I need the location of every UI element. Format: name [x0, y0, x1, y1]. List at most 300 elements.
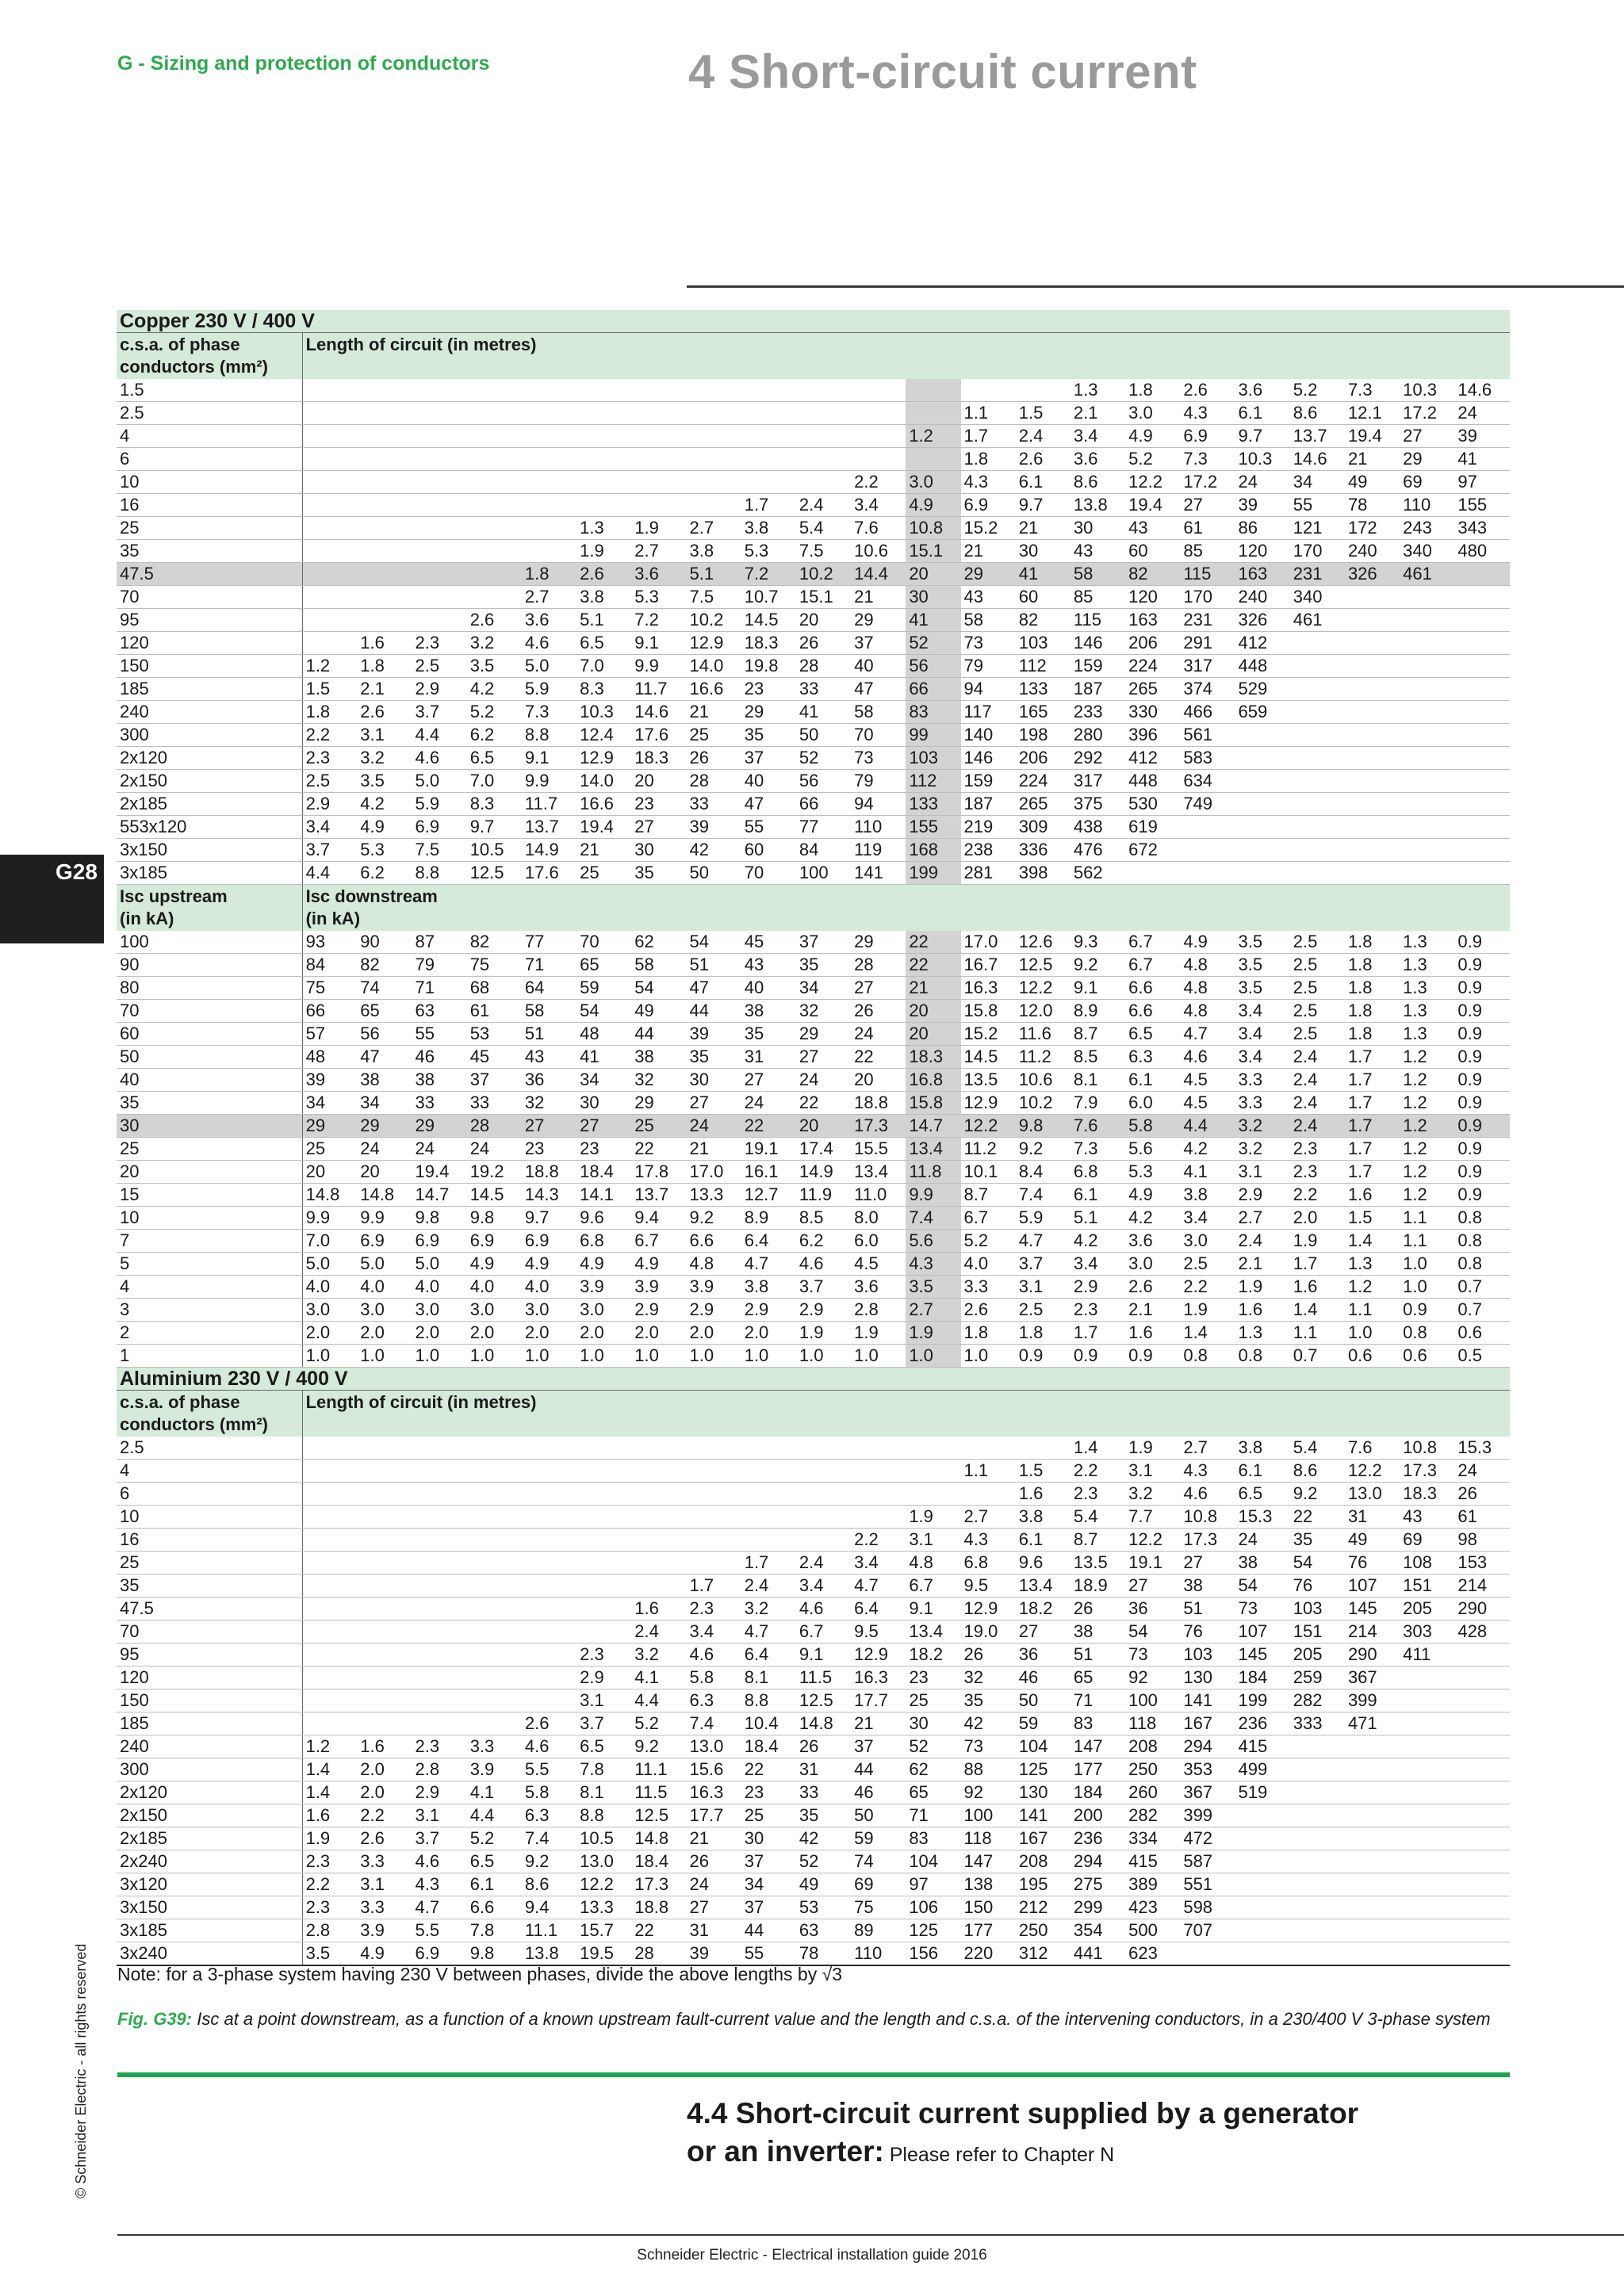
table-cell: 334	[1125, 1827, 1180, 1850]
row-label-cell: 2x150	[117, 770, 302, 793]
table-cell: 20	[906, 563, 960, 586]
column-header-label	[302, 333, 1510, 380]
table-cell: 38	[1235, 1552, 1290, 1575]
table-cell: 7.6	[851, 517, 906, 540]
table-cell: 51	[1071, 1644, 1125, 1667]
table-cell: 412	[1125, 747, 1180, 770]
table-cell	[357, 1437, 412, 1460]
table-cell: 14.4	[851, 563, 906, 586]
table-cell: 12.2	[1125, 1529, 1180, 1552]
table-cell: 2.4	[1290, 1046, 1345, 1069]
table-cell: 10.6	[1016, 1069, 1071, 1092]
table-cell: 10.7	[741, 586, 796, 609]
table-cell: 35	[961, 1689, 1016, 1712]
table-cell: 48	[302, 1046, 357, 1069]
table-cell: 1.3	[1071, 379, 1125, 402]
table-cell: 48	[576, 1023, 631, 1046]
table-cell: 2.0	[522, 1322, 576, 1345]
table-cell: 55	[1290, 494, 1345, 517]
table-cell: 14.9	[522, 839, 576, 862]
table-cell: 24	[1454, 402, 1510, 425]
table-cell: 68	[467, 977, 522, 1000]
table-cell: 3.3	[467, 1735, 522, 1758]
table-cell	[1454, 1644, 1510, 1667]
table-cell: 10.3	[1235, 448, 1290, 471]
table-cell: 198	[1016, 724, 1071, 747]
table-cell: 6.9	[522, 1230, 576, 1253]
table-cell: 2.9	[302, 793, 357, 816]
table-cell	[412, 379, 466, 402]
table-cell: 59	[576, 977, 631, 1000]
table-cell: 466	[1180, 701, 1235, 724]
table-cell: 2.5	[1180, 1253, 1235, 1276]
table-cell: 14.7	[412, 1184, 466, 1207]
table-cell: 4.1	[467, 1781, 522, 1804]
table-cell: 13.3	[687, 1184, 741, 1207]
table-cell: 3.0	[1180, 1230, 1235, 1253]
table-cell: 10.2	[687, 609, 741, 632]
table-cell: 3.6	[851, 1276, 906, 1299]
table-cell: 1.7	[1071, 1322, 1125, 1345]
row-label-cell: 4	[117, 425, 302, 448]
table-cell: 480	[1454, 540, 1510, 563]
table-cell: 34	[741, 1873, 796, 1896]
table-cell: 21	[906, 977, 960, 1000]
table-cell: 61	[467, 1000, 522, 1023]
table-cell: 82	[1016, 609, 1071, 632]
table-cell: 6.8	[961, 1552, 1016, 1575]
table-cell: 30	[576, 1092, 631, 1115]
table-cell	[467, 540, 522, 563]
table-cell	[1290, 793, 1345, 816]
table-cell: 7.4	[1016, 1184, 1071, 1207]
table-cell	[1235, 747, 1290, 770]
table-cell: 35	[741, 724, 796, 747]
table-cell: 12.1	[1345, 402, 1400, 425]
table-cell: 6.3	[522, 1804, 576, 1827]
table-cell: 1.8	[1345, 1023, 1400, 1046]
table-cell: 282	[1125, 1804, 1180, 1827]
table-cell	[1290, 1735, 1345, 1758]
table-row	[117, 1184, 1510, 1207]
table-cell	[1454, 1873, 1510, 1896]
table-cell: 38	[631, 1046, 686, 1069]
table-cell: 8.6	[522, 1873, 576, 1896]
table-cell: 2.4	[1235, 1230, 1290, 1253]
table-cell: 0.9	[1125, 1345, 1180, 1368]
table-cell: 634	[1180, 770, 1235, 793]
row-label-cell: 2x185	[117, 1827, 302, 1850]
table-cell: 2.0	[302, 1322, 357, 1345]
table-cell: 12.2	[576, 1873, 631, 1896]
table-cell: 103	[1180, 1644, 1235, 1667]
table-cell: 12.7	[741, 1184, 796, 1207]
table-cell: 24	[1235, 1529, 1290, 1552]
table-cell	[796, 1437, 851, 1460]
table-cell: 103	[906, 747, 960, 770]
table-cell: 4.6	[1180, 1046, 1235, 1069]
table-cell: 3.1	[357, 1873, 412, 1896]
table-cell: 7.7	[1125, 1506, 1180, 1529]
table-row	[117, 1115, 1510, 1138]
table-cell: 47	[741, 793, 796, 816]
table-cell: 2.3	[1071, 1483, 1125, 1506]
table-cell: 5.3	[631, 586, 686, 609]
row-label-cell: 150	[117, 655, 302, 678]
table-cell: 3.4	[1071, 425, 1125, 448]
table-cell	[631, 1483, 686, 1506]
table-cell: 1.8	[1016, 1322, 1071, 1345]
row-label-cell: 16	[117, 494, 302, 517]
row-label-cell: 10	[117, 1207, 302, 1230]
table-cell: 529	[1235, 678, 1290, 701]
table-cell: 86	[1235, 517, 1290, 540]
table-cell: 1.3	[1400, 954, 1454, 977]
table-cell: 22	[741, 1115, 796, 1138]
table-cell: 75	[302, 977, 357, 1000]
table-cell: 9.6	[1016, 1552, 1071, 1575]
table-cell: 1.7	[1345, 1046, 1400, 1069]
table-cell	[1345, 839, 1400, 862]
table-cell	[357, 1460, 412, 1483]
table-cell: 6.9	[1180, 425, 1235, 448]
table-cell: 6.8	[576, 1230, 631, 1253]
table-cell: 208	[1125, 1735, 1180, 1758]
table-cell: 4.6	[796, 1598, 851, 1621]
table-cell: 11.2	[961, 1138, 1016, 1161]
table-cell	[302, 379, 357, 402]
table-cell: 20	[906, 1023, 960, 1046]
table-cell: 1.7	[741, 1552, 796, 1575]
table-cell: 3.0	[906, 471, 960, 494]
table-cell: 94	[851, 793, 906, 816]
table-cell: 84	[302, 954, 357, 977]
row-label-cell: 50	[117, 1046, 302, 1069]
table-cell: 6.5	[576, 632, 631, 655]
row-label-cell: 553x120	[117, 816, 302, 839]
table-cell	[412, 1552, 466, 1575]
table-cell	[741, 1437, 796, 1460]
table-cell: 8.1	[741, 1667, 796, 1689]
table-cell: 4.5	[1180, 1069, 1235, 1092]
table-cell	[631, 1552, 686, 1575]
table-cell: 9.9	[906, 1184, 960, 1207]
table-cell: 500	[1125, 1919, 1180, 1942]
table-cell: 50	[796, 724, 851, 747]
table-cell	[1016, 379, 1071, 402]
table-cell: 39	[687, 816, 741, 839]
table-cell: 10.3	[576, 701, 631, 724]
table-cell: 333	[1290, 1712, 1345, 1735]
table-cell: 199	[1235, 1689, 1290, 1712]
table-cell: 3.0	[302, 1299, 357, 1322]
figure-caption	[117, 2007, 1513, 2031]
table-cell	[1290, 701, 1345, 724]
table-cell: 707	[1180, 1919, 1235, 1942]
table-cell: 2.2	[1290, 1184, 1345, 1207]
table-cell: 38	[412, 1069, 466, 1092]
table-cell: 17.3	[851, 1115, 906, 1138]
table-cell: 4.6	[412, 747, 466, 770]
table-cell: 396	[1125, 724, 1180, 747]
table-cell: 19.4	[412, 1161, 466, 1184]
table-cell: 326	[1235, 609, 1290, 632]
table-cell	[1454, 632, 1510, 655]
table-cell: 163	[1125, 609, 1180, 632]
table-cell: 30	[906, 586, 960, 609]
table-cell	[412, 517, 466, 540]
table-cell	[906, 402, 960, 425]
table-cell	[1290, 1850, 1345, 1873]
table-cell: 220	[961, 1942, 1016, 1966]
table-cell: 0.9	[1454, 1046, 1510, 1069]
table-cell	[687, 425, 741, 448]
table-cell: 1.7	[1345, 1138, 1400, 1161]
table-cell: 2.0	[1290, 1207, 1345, 1230]
table-cell: 112	[1016, 655, 1071, 678]
section-4-4-heading	[687, 2095, 1358, 2174]
table-cell	[467, 1552, 522, 1575]
table-cell: 104	[1016, 1735, 1071, 1758]
table-cell: 3.8	[741, 1276, 796, 1299]
table-cell: 4.6	[1180, 1483, 1235, 1506]
table-cell: 2.7	[906, 1299, 960, 1322]
table-cell: 280	[1071, 724, 1125, 747]
table-cell: 9.7	[467, 816, 522, 839]
table-cell: 1.0	[796, 1345, 851, 1368]
table-cell	[631, 379, 686, 402]
table-cell: 1.0	[357, 1345, 412, 1368]
table-cell: 18.3	[906, 1046, 960, 1069]
table-cell: 29	[1400, 448, 1454, 471]
table-cell	[1400, 609, 1454, 632]
table-cell: 44	[741, 1919, 796, 1942]
table-cell	[412, 1644, 466, 1667]
row-label-cell: 35	[117, 1575, 302, 1598]
table-cell	[467, 425, 522, 448]
table-cell: 32	[796, 1000, 851, 1023]
table-cell: 9.3	[1071, 931, 1125, 954]
table-cell: 60	[1125, 540, 1180, 563]
table-row	[117, 517, 1510, 540]
table-cell: 21	[961, 540, 1016, 563]
table-cell: 54	[1125, 1621, 1180, 1644]
table-cell: 11.6	[1016, 1023, 1071, 1046]
table-cell	[1180, 816, 1235, 839]
table-cell: 598	[1180, 1896, 1235, 1919]
table-cell: 1.6	[1345, 1184, 1400, 1207]
table-cell: 77	[522, 931, 576, 954]
bottom-rule	[117, 2234, 1624, 2236]
table-cell: 2.0	[741, 1322, 796, 1345]
row-label-cell: 40	[117, 1069, 302, 1092]
table-cell: 13.0	[576, 1850, 631, 1873]
table-cell: 58	[631, 954, 686, 977]
table-cell	[741, 448, 796, 471]
table-cell: 5.0	[412, 1253, 466, 1276]
table-cell: 2.5	[412, 655, 466, 678]
table-cell: 6.7	[906, 1575, 960, 1598]
row-label-cell: 150	[117, 1689, 302, 1712]
table-cell: 9.2	[522, 1850, 576, 1873]
table-row	[117, 1161, 1510, 1184]
table-cell: 4.2	[467, 678, 522, 701]
table-cell: 1.2	[1400, 1138, 1454, 1161]
table-cell: 24	[1454, 1460, 1510, 1483]
table-cell	[741, 1506, 796, 1529]
table-cell: 2.5	[1290, 977, 1345, 1000]
table-cell: 20	[851, 1069, 906, 1092]
table-cell: 0.9	[1454, 1115, 1510, 1138]
table-cell: 165	[1016, 701, 1071, 724]
table-row	[117, 1322, 1510, 1345]
table-cell: 53	[796, 1896, 851, 1919]
table-cell: 19.1	[1125, 1552, 1180, 1575]
table-cell: 60	[741, 839, 796, 862]
table-cell: 13.0	[687, 1735, 741, 1758]
table-row	[117, 1023, 1510, 1046]
table-cell: 13.4	[906, 1138, 960, 1161]
table-cell	[1454, 1712, 1510, 1735]
table-cell	[522, 1667, 576, 1689]
table-cell: 51	[1180, 1598, 1235, 1621]
table-cell: 3.0	[412, 1299, 466, 1322]
table-cell: 3.3	[357, 1850, 412, 1873]
row-header-label-line: conductors (mm²)	[120, 1414, 268, 1434]
table-cell: 2.2	[1180, 1276, 1235, 1299]
row-label-cell: 3	[117, 1299, 302, 1322]
table-cell	[357, 1621, 412, 1644]
table-cell: 25	[741, 1804, 796, 1827]
table-cell: 6.0	[851, 1230, 906, 1253]
table-cell: 2.0	[357, 1781, 412, 1804]
table-cell	[906, 1483, 960, 1506]
table-cell	[1454, 655, 1510, 678]
table-cell	[687, 1529, 741, 1552]
table-cell: 22	[631, 1919, 686, 1942]
table-cell: 472	[1180, 1827, 1235, 1850]
table-cell: 47	[851, 678, 906, 701]
table-cell: 12.9	[576, 747, 631, 770]
table-cell: 12.5	[467, 862, 522, 885]
table-cell: 2.2	[851, 1529, 906, 1552]
table-cell: 27	[687, 1092, 741, 1115]
table-cell: 11.7	[522, 793, 576, 816]
table-cell: 49	[1345, 471, 1400, 494]
table-cell: 13.7	[631, 1184, 686, 1207]
table-cell: 15.7	[576, 1919, 631, 1942]
table-cell	[1290, 770, 1345, 793]
table-cell: 42	[961, 1712, 1016, 1735]
table-cell: 1.0	[631, 1345, 686, 1368]
table-cell: 441	[1071, 1942, 1125, 1966]
table-row	[117, 1919, 1510, 1942]
table-cell: 7.4	[687, 1712, 741, 1735]
table-cell	[576, 1598, 631, 1621]
row-label-cell: 35	[117, 540, 302, 563]
table-cell: 58	[522, 1000, 576, 1023]
table-cell: 27	[1180, 1552, 1235, 1575]
table-cell	[1180, 1942, 1235, 1966]
table-cell: 52	[796, 747, 851, 770]
table-cell: 5.0	[302, 1253, 357, 1276]
table-cell	[302, 1552, 357, 1575]
table-cell: 8.8	[412, 862, 466, 885]
table-cell: 168	[906, 839, 960, 862]
table-cell: 1.8	[522, 563, 576, 586]
table-cell: 1.8	[1345, 931, 1400, 954]
table-cell	[576, 1506, 631, 1529]
column-header-label	[302, 1391, 1510, 1437]
table-cell	[1235, 770, 1290, 793]
table-cell: 14.6	[1454, 379, 1510, 402]
table-cell: 58	[961, 609, 1016, 632]
table-cell: 22	[631, 1138, 686, 1161]
table-cell: 659	[1235, 701, 1290, 724]
table-row	[117, 862, 1510, 885]
section-4-4-line1: 4.4 Short-circuit current supplied by a generator	[687, 2097, 1359, 2130]
table-row	[117, 678, 1510, 701]
table-cell	[687, 1506, 741, 1529]
table-cell: 1.0	[1400, 1253, 1454, 1276]
table-cell: 63	[796, 1919, 851, 1942]
table-cell: 236	[1071, 1827, 1125, 1850]
table-cell: 9.8	[412, 1207, 466, 1230]
table-cell: 16.6	[687, 678, 741, 701]
table-cell: 130	[1016, 1781, 1071, 1804]
table-cell	[302, 1712, 357, 1735]
table-cell: 15.3	[1454, 1437, 1510, 1460]
table-cell: 14.5	[741, 609, 796, 632]
table-cell: 147	[1071, 1735, 1125, 1758]
table-cell	[1235, 1942, 1290, 1966]
table-cell: 110	[851, 1942, 906, 1966]
row-label-cell: 25	[117, 517, 302, 540]
table-cell	[302, 1483, 357, 1506]
table-cell: 38	[357, 1069, 412, 1092]
table-cell	[1400, 1804, 1454, 1827]
table-cell: 16.3	[687, 1781, 741, 1804]
table-cell: 10.8	[1180, 1506, 1235, 1529]
table-cell	[741, 379, 796, 402]
table-cell: 167	[1016, 1827, 1071, 1850]
table-cell: 9.1	[631, 632, 686, 655]
table-cell: 2.5	[1290, 954, 1345, 977]
table-cell	[961, 1483, 1016, 1506]
table-cell: 6.7	[631, 1230, 686, 1253]
table-cell: 62	[906, 1758, 960, 1781]
table-cell: 62	[631, 931, 686, 954]
table-cell	[522, 540, 576, 563]
table-cell: 330	[1125, 701, 1180, 724]
table-cell	[522, 1644, 576, 1667]
table-cell: 2.7	[522, 586, 576, 609]
table-cell	[1454, 1735, 1510, 1758]
row-label-cell: 5	[117, 1253, 302, 1276]
table-cell: 30	[631, 839, 686, 862]
table-cell: 60	[1016, 586, 1071, 609]
table-cell: 11.7	[631, 678, 686, 701]
table-cell	[631, 1506, 686, 1529]
table-cell: 1.8	[357, 655, 412, 678]
table-cell: 5.0	[357, 1253, 412, 1276]
table-cell: 2.5	[302, 770, 357, 793]
table-cell	[1454, 1896, 1510, 1919]
table-cell: 1.9	[1125, 1437, 1180, 1460]
table-cell: 7.6	[1071, 1115, 1125, 1138]
table-row	[117, 1873, 1510, 1896]
table-row	[117, 977, 1510, 1000]
